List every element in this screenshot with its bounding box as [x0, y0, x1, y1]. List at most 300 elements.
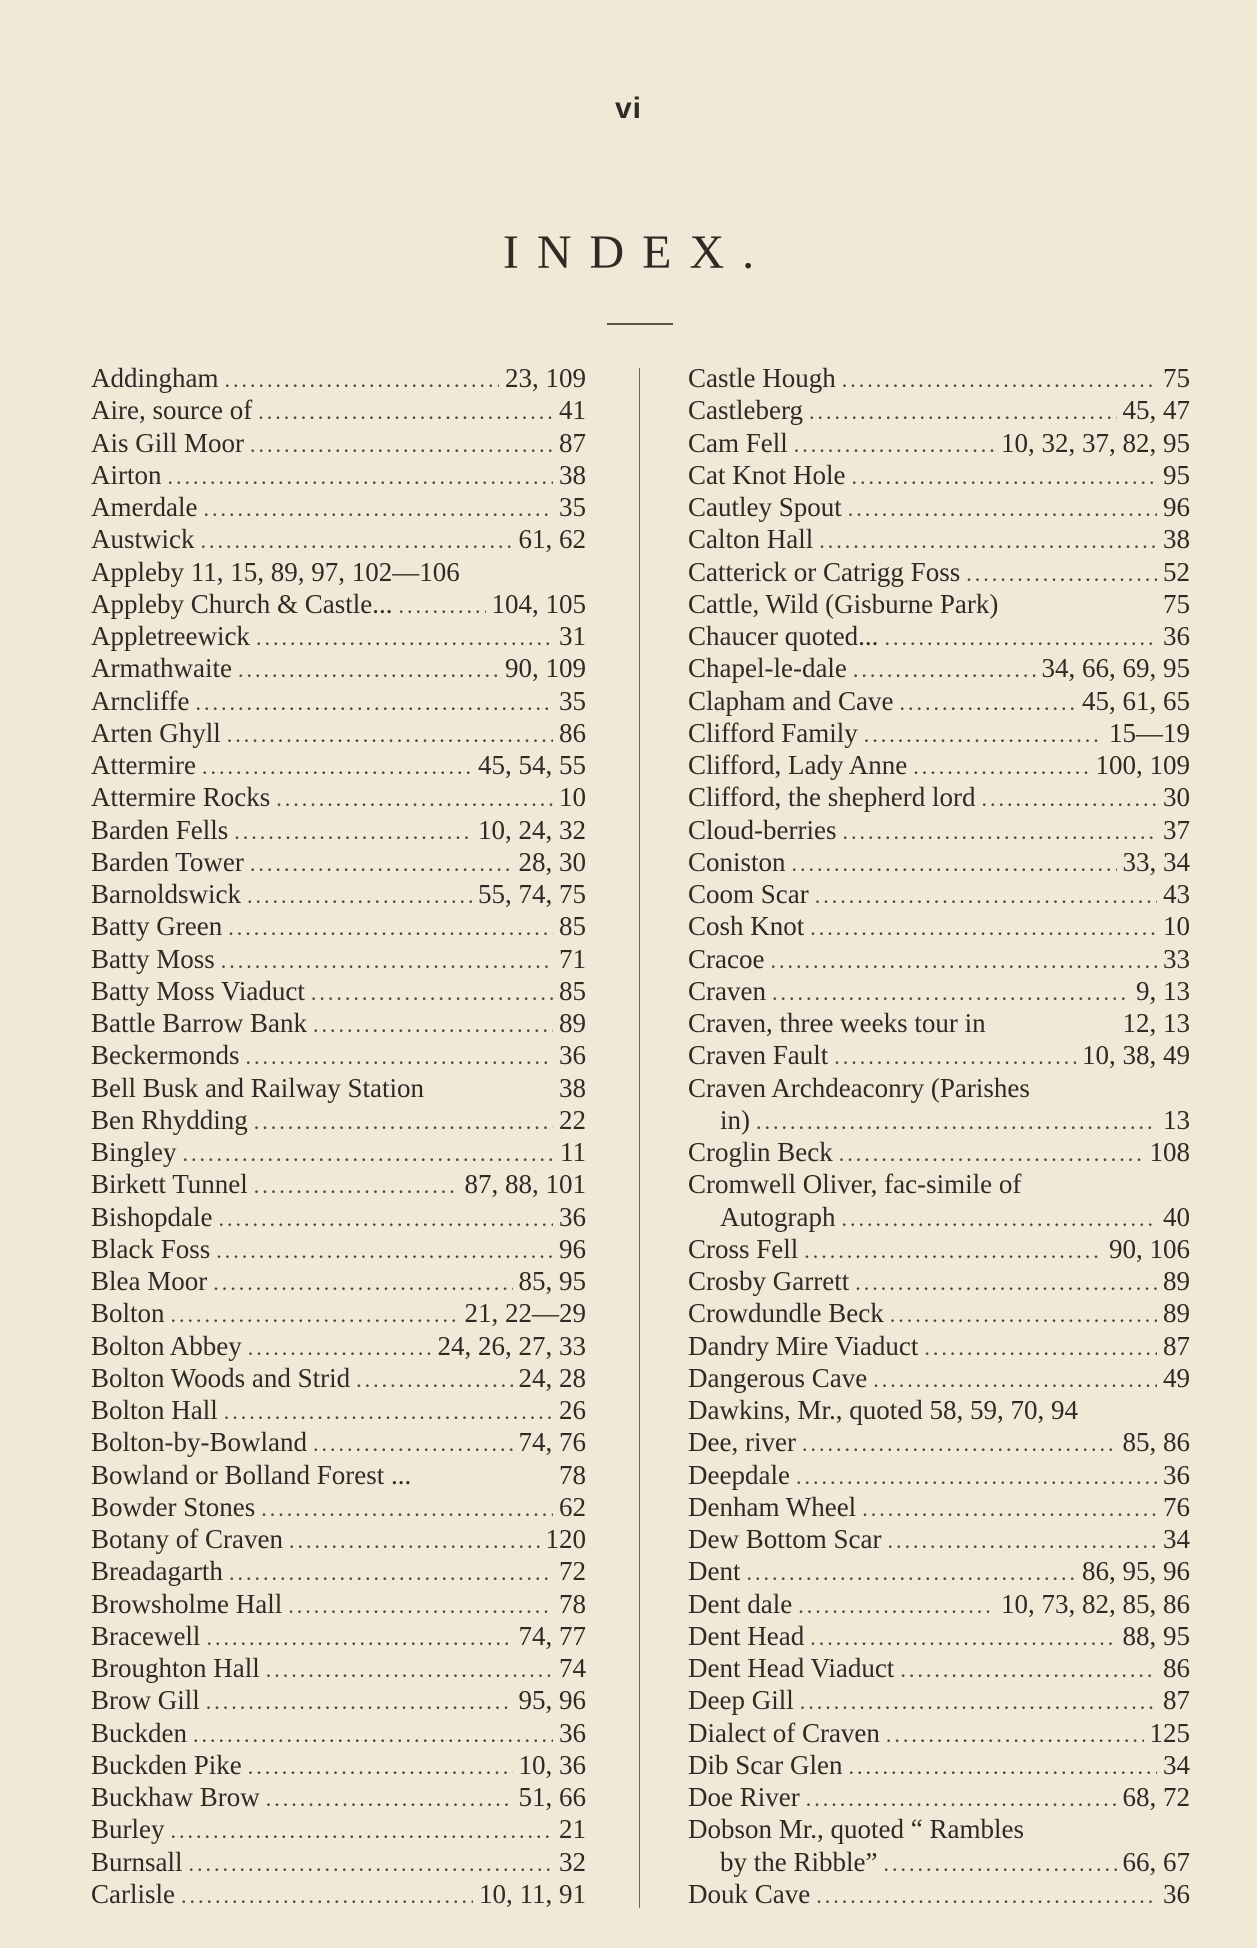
- dot-leader: [855, 1267, 1157, 1299]
- index-entry: [688, 1039, 1190, 1071]
- index-pages: 10, 36: [518, 1749, 586, 1780]
- index-entry: [91, 1717, 586, 1749]
- index-term: Cattle, Wild (Gisburne Park): [688, 588, 999, 619]
- index-term: Deep Gill: [688, 1685, 794, 1716]
- index-term: Burnsall: [91, 1846, 183, 1877]
- index-entry: [91, 652, 586, 684]
- index-pages: 90, 109: [505, 653, 586, 684]
- index-pages: 26: [559, 1395, 586, 1425]
- index-entry: [91, 1426, 586, 1458]
- index-entry: [91, 975, 586, 1007]
- index-pages: 28, 30: [518, 846, 586, 877]
- index-term: Cautley Spout: [688, 492, 842, 522]
- index-entry: [91, 1007, 586, 1039]
- dot-leader: [864, 719, 1103, 751]
- dot-leader: [229, 1557, 553, 1589]
- dot-leader: [792, 848, 1117, 880]
- index-term: Breadagarth: [91, 1556, 223, 1587]
- dot-leader: [842, 816, 1157, 848]
- index-term: Buckden Pike: [91, 1749, 242, 1780]
- index-entry: [688, 1426, 1190, 1458]
- index-pages: 31: [559, 621, 586, 651]
- dot-leader: [848, 1751, 1157, 1783]
- index-entry: [688, 1265, 1190, 1297]
- index-pages: 85, 95: [518, 1266, 586, 1296]
- index-entry: [688, 1717, 1190, 1749]
- index-pages: 61, 62: [518, 524, 586, 555]
- dot-leader: [171, 1299, 459, 1331]
- index-term: Dent dale: [688, 1588, 793, 1619]
- dot-leader: [873, 1364, 1157, 1396]
- index-term: Barnoldswick: [91, 879, 241, 909]
- dot-leader: [250, 429, 553, 461]
- index-term: in): [720, 1104, 750, 1135]
- index-pages: 10, 11, 91: [479, 1878, 586, 1909]
- index-pages: 95, 96: [518, 1685, 586, 1716]
- index-entry: [91, 781, 586, 813]
- index-term: Cosh Knot: [688, 911, 805, 942]
- dot-leader: [266, 1783, 513, 1815]
- dot-leader: [772, 977, 1130, 1009]
- dot-leader: [819, 525, 1157, 557]
- dot-leader: [356, 1364, 512, 1396]
- index-term: Attermire Rocks: [91, 782, 271, 813]
- dot-leader: [202, 751, 472, 783]
- index-pages: 95: [1163, 459, 1190, 490]
- index-pages: 24, 26, 27, 33: [437, 1330, 586, 1361]
- index-entry: [688, 846, 1190, 878]
- index-term: Armathwaite: [91, 653, 232, 684]
- index-entry: [688, 1201, 1190, 1233]
- index-entry: [91, 394, 586, 426]
- dot-leader: [247, 880, 472, 912]
- dot-leader: [213, 1267, 512, 1299]
- index-pages: 74: [559, 1653, 586, 1683]
- index-pages: 87, 88, 101: [464, 1169, 586, 1200]
- index-entry: [688, 943, 1190, 975]
- index-entry: [91, 878, 586, 910]
- index-term: Cam Fell: [688, 427, 788, 458]
- index-pages: 10, 32, 37, 82, 95: [1001, 427, 1190, 458]
- index-pages: 62: [559, 1491, 586, 1522]
- index-entry: [91, 943, 586, 975]
- index-entry: [688, 878, 1190, 910]
- index-entry: [91, 1523, 586, 1555]
- index-pages: 76: [1163, 1491, 1190, 1522]
- index-term: Coom Scar: [688, 879, 809, 909]
- index-term: Bolton Abbey: [91, 1330, 242, 1361]
- index-pages: 13: [1163, 1104, 1190, 1135]
- index-entry: [688, 781, 1190, 813]
- index-pages: 120: [545, 1524, 586, 1554]
- dot-leader: [254, 1106, 553, 1138]
- index-entry: [91, 1491, 586, 1523]
- index-pages: 35: [559, 492, 586, 522]
- index-pages: 12, 13: [1122, 1008, 1190, 1038]
- dot-leader: [183, 1138, 555, 1170]
- index-term: Burley: [91, 1814, 165, 1845]
- index-entry: [91, 1749, 586, 1781]
- index-entry: [688, 588, 1190, 620]
- dot-leader: [256, 622, 553, 654]
- index-term: Beckermonds: [91, 1040, 240, 1071]
- dot-leader: [756, 1106, 1157, 1138]
- index-pages: 10: [559, 782, 586, 813]
- dot-leader: [842, 364, 1157, 396]
- dot-leader: [219, 1203, 554, 1235]
- index-pages: 85: [559, 975, 586, 1006]
- dot-leader: [181, 1880, 473, 1912]
- index-entry: [688, 1846, 1190, 1878]
- index-term: Attermire: [91, 750, 196, 780]
- index-entry: [91, 1039, 586, 1071]
- dot-leader: [203, 493, 553, 525]
- index-term: Clifford Family: [688, 717, 858, 748]
- index-pages: 30: [1163, 782, 1190, 813]
- index-term: Dialect of Craven: [688, 1717, 880, 1748]
- index-entry: [688, 975, 1190, 1007]
- index-entry: [91, 1846, 586, 1878]
- dot-leader: [189, 1848, 554, 1880]
- index-entry: [688, 717, 1190, 749]
- dot-leader: [216, 1235, 553, 1267]
- index-pages: 32: [559, 1846, 586, 1877]
- index-entry: [688, 523, 1190, 555]
- dot-leader: [890, 1299, 1157, 1331]
- index-pages: 36: [559, 1040, 586, 1071]
- index-pages: 52: [1163, 556, 1190, 587]
- index-pages: 34, 66, 69, 95: [1041, 653, 1190, 684]
- index-entry: [688, 1297, 1190, 1329]
- dot-leader: [886, 1719, 1144, 1751]
- index-entry: [688, 652, 1190, 684]
- index-pages: 96: [1163, 492, 1190, 522]
- index-pages: 36: [1163, 1878, 1190, 1909]
- index-pages: 38: [559, 1072, 586, 1103]
- index-term: Batty Green: [91, 911, 223, 942]
- index-pages: 38: [559, 459, 586, 490]
- index-entry: [91, 685, 586, 717]
- dot-leader: [206, 1686, 513, 1718]
- index-term: Blea Moor: [91, 1266, 208, 1296]
- index-entry: [91, 588, 586, 620]
- index-entry: [688, 427, 1190, 459]
- index-entry: [688, 1813, 1190, 1845]
- index-pages: 108: [1149, 1137, 1190, 1167]
- index-term: Clapham and Cave: [688, 685, 894, 716]
- index-entry: [688, 1523, 1190, 1555]
- index-entry: [91, 523, 586, 555]
- index-term: Craven: [688, 975, 766, 1006]
- index-entry: [91, 1201, 586, 1233]
- dot-leader: [806, 1783, 1117, 1815]
- index-term: Chapel-le-dale: [688, 653, 847, 684]
- dot-leader: [796, 1461, 1157, 1493]
- title-rule: [607, 323, 673, 325]
- index-term: Deepdale: [688, 1459, 790, 1490]
- dot-leader: [238, 654, 499, 686]
- index-entry: [688, 394, 1190, 426]
- index-entry: [91, 717, 586, 749]
- index-entry: [91, 749, 586, 781]
- index-entry: [91, 910, 586, 942]
- index-pages: 45, 47: [1122, 395, 1190, 426]
- dot-leader: [800, 1686, 1157, 1718]
- index-pages: 38: [1163, 524, 1190, 555]
- dot-leader: [810, 912, 1157, 944]
- index-term: Croglin Beck: [688, 1137, 833, 1167]
- index-term: Cloud-berries: [688, 814, 837, 845]
- dot-leader: [254, 1170, 459, 1202]
- dot-leader: [248, 1332, 432, 1364]
- dot-leader: [261, 1493, 553, 1525]
- index-entry: [688, 1104, 1190, 1136]
- index-entry: [91, 427, 586, 459]
- index-term: Craven, three weeks tour in: [688, 1008, 986, 1038]
- dot-leader: [250, 848, 513, 880]
- dot-leader: [862, 1493, 1157, 1525]
- index-pages: 96: [559, 1233, 586, 1264]
- index-entry: [688, 1233, 1190, 1265]
- index-term: Amerdale: [91, 492, 198, 522]
- index-pages: 71: [559, 943, 586, 974]
- index-entry: [688, 1684, 1190, 1716]
- index-pages: 66, 67: [1122, 1846, 1190, 1877]
- index-entry: [688, 362, 1190, 394]
- dot-leader: [224, 1396, 553, 1428]
- dot-leader: [171, 1815, 554, 1847]
- dot-leader: [815, 880, 1157, 912]
- index-term: Coniston: [688, 846, 786, 877]
- dot-leader: [221, 945, 553, 977]
- index-pages: 75: [1163, 363, 1190, 393]
- index-pages: 88, 95: [1122, 1620, 1190, 1651]
- index-term: Arten Ghyll: [91, 717, 221, 748]
- index-entry: [688, 749, 1190, 781]
- dot-leader: [245, 1041, 553, 1073]
- index-pages: 45, 54, 55: [478, 750, 586, 780]
- index-term: Batty Moss: [91, 943, 215, 974]
- dot-leader: [966, 558, 1157, 590]
- index-pages: 68, 72: [1122, 1782, 1190, 1812]
- index-term: Battle Barrow Bank: [91, 1008, 307, 1038]
- index-term: Bowder Stones: [91, 1491, 256, 1522]
- index-term: Cat Knot Hole: [688, 459, 846, 490]
- index-entry: [688, 1136, 1190, 1168]
- index-pages: 34: [1163, 1749, 1190, 1780]
- index-term: Buckhaw Brow: [91, 1782, 260, 1812]
- index-term: Dew Bottom Scar: [688, 1524, 882, 1554]
- index-term: Dent Head: [688, 1620, 805, 1651]
- index-pages: 75: [1163, 588, 1190, 619]
- index-term: Black Foss: [91, 1233, 211, 1264]
- dot-leader: [288, 1590, 553, 1622]
- dot-leader: [794, 429, 995, 461]
- dot-leader: [883, 1848, 1116, 1880]
- index-term: Bolton: [91, 1298, 165, 1329]
- index-entry: [688, 1330, 1190, 1362]
- index-term: Craven Archdeaconry (Parishes: [688, 1072, 1030, 1103]
- dot-leader: [851, 461, 1157, 493]
- index-term: Buckden: [91, 1717, 187, 1748]
- dot-leader: [924, 1332, 1157, 1364]
- index-term: Carlisle: [91, 1878, 175, 1909]
- dot-leader: [234, 816, 472, 848]
- dot-leader: [887, 1525, 1157, 1557]
- index-term: Cross Fell: [688, 1233, 799, 1264]
- index-pages: 21, 22—29: [464, 1298, 586, 1329]
- index-entry: [688, 459, 1190, 491]
- index-term: Chaucer quoted...: [688, 621, 879, 651]
- dot-leader: [311, 977, 553, 1009]
- index-entry: [91, 459, 586, 491]
- index-term: Batty Moss Viaduct: [91, 975, 305, 1006]
- index-pages: 40: [1163, 1201, 1190, 1232]
- dot-leader: [798, 1590, 995, 1622]
- index-entry: [688, 1749, 1190, 1781]
- index-pages: 104, 105: [491, 588, 586, 619]
- index-entry: [688, 1394, 1190, 1426]
- index-entry: [91, 1588, 586, 1620]
- index-term: Craven Fault: [688, 1040, 829, 1071]
- index-term: Brow Gill: [91, 1685, 200, 1716]
- index-term: Dobson Mr., quoted “ Rambles: [688, 1814, 1024, 1845]
- dot-leader: [816, 1880, 1157, 1912]
- dot-leader: [900, 1654, 1157, 1686]
- index-term: Catterick or Catrigg Foss: [688, 556, 961, 587]
- dot-leader: [227, 719, 553, 751]
- index-entry: [91, 491, 586, 523]
- index-term: Airton: [91, 459, 162, 490]
- dot-leader: [746, 1557, 1076, 1589]
- dot-leader: [913, 751, 1089, 783]
- index-term: Birkett Tunnel: [91, 1169, 248, 1200]
- index-term: Doe River: [688, 1782, 800, 1812]
- index-term: Barden Tower: [91, 846, 244, 877]
- index-pages: 100, 109: [1095, 750, 1190, 780]
- index-pages: 85, 86: [1122, 1427, 1190, 1458]
- column-divider: [639, 368, 640, 1908]
- index-pages: 74, 76: [518, 1427, 586, 1458]
- index-entry: [688, 1459, 1190, 1491]
- index-entry: [91, 1297, 586, 1329]
- index-term: Ais Gill Moor: [91, 427, 245, 458]
- dot-leader: [195, 687, 553, 719]
- index-pages: 85: [559, 911, 586, 942]
- index-entry: [688, 1362, 1190, 1394]
- index-entry: [688, 620, 1190, 652]
- index-term: Addingham: [91, 363, 219, 393]
- dot-leader: [981, 783, 1157, 815]
- index-pages: 86: [559, 717, 586, 748]
- index-pages: 36: [1163, 621, 1190, 651]
- index-term: Dawkins, Mr., quoted 58, 59, 70, 94: [688, 1395, 1078, 1425]
- index-entry: [91, 1684, 586, 1716]
- index-entry: [91, 1781, 586, 1813]
- index-entry: [91, 1620, 586, 1652]
- index-entry: [688, 491, 1190, 523]
- index-pages: 34: [1163, 1524, 1190, 1554]
- index-term: Browsholme Hall: [91, 1588, 283, 1619]
- index-entry: [688, 1168, 1190, 1200]
- index-entry: [91, 846, 586, 878]
- index-column-right: [688, 362, 1190, 1910]
- index-entry: [91, 556, 586, 588]
- index-pages: 78: [559, 1459, 586, 1490]
- dot-leader: [834, 1041, 1076, 1073]
- index-term: Calton Hall: [688, 524, 814, 555]
- dot-leader: [809, 396, 1117, 428]
- index-pages: 21: [559, 1814, 586, 1845]
- index-pages: 41: [559, 395, 586, 426]
- index-term: Autograph: [720, 1201, 836, 1232]
- index-term: Clifford, the shepherd lord: [688, 782, 976, 813]
- dot-leader: [266, 1654, 553, 1686]
- index-entry: [91, 1168, 586, 1200]
- index-pages: 24, 28: [518, 1362, 586, 1393]
- index-pages: 78: [559, 1588, 586, 1619]
- index-pages: 43: [1163, 879, 1190, 909]
- index-term: Dent: [688, 1556, 741, 1587]
- index-entry: [688, 1491, 1190, 1523]
- index-term: Dee, river: [688, 1427, 796, 1458]
- index-entry: [688, 1781, 1190, 1813]
- index-pages: 74, 77: [518, 1620, 586, 1651]
- dot-leader: [398, 590, 485, 622]
- index-pages: 10, 24, 32: [478, 814, 586, 845]
- index-term: Arncliffe: [91, 685, 190, 716]
- index-entry: [91, 1878, 586, 1910]
- dot-leader: [289, 1525, 540, 1557]
- dot-leader: [839, 1138, 1144, 1170]
- dot-leader: [770, 945, 1157, 977]
- index-entry: [688, 1588, 1190, 1620]
- index-term: Ben Rhydding: [91, 1104, 248, 1135]
- index-pages: 23, 109: [505, 363, 586, 393]
- page-title: INDEX.: [502, 226, 773, 279]
- index-pages: 87: [1163, 1685, 1190, 1716]
- index-term: by the Ribble”: [720, 1846, 878, 1877]
- dot-leader: [810, 1622, 1116, 1654]
- index-pages: 35: [559, 685, 586, 716]
- dot-leader: [841, 1203, 1157, 1235]
- index-term: Austwick: [91, 524, 195, 555]
- index-term: Bowland or Bolland Forest ...: [91, 1459, 412, 1490]
- index-term: Douk Cave: [688, 1878, 811, 1909]
- index-term: Broughton Hall: [91, 1653, 260, 1683]
- page-number: vi: [614, 92, 643, 125]
- index-entry: [688, 556, 1190, 588]
- index-term: Crosby Garrett: [688, 1266, 850, 1296]
- dot-leader: [258, 396, 553, 428]
- index-entry: [688, 910, 1190, 942]
- index-entry: [91, 1459, 586, 1491]
- index-entry: [688, 1555, 1190, 1587]
- index-term: Bolton-by-Bowland: [91, 1427, 307, 1458]
- index-term: Appletreewick: [91, 621, 250, 651]
- dot-leader: [884, 622, 1157, 654]
- index-pages: 37: [1163, 814, 1190, 845]
- index-entry: [91, 1136, 586, 1168]
- dot-leader: [802, 1428, 1117, 1460]
- index-entry: [91, 1072, 586, 1104]
- index-entry: [91, 620, 586, 652]
- index-entry: [688, 1620, 1190, 1652]
- index-pages: 11: [560, 1137, 586, 1167]
- index-term: Appleby Church & Castle...: [91, 588, 393, 619]
- index-entry: [688, 1878, 1190, 1910]
- dot-leader: [853, 654, 1036, 686]
